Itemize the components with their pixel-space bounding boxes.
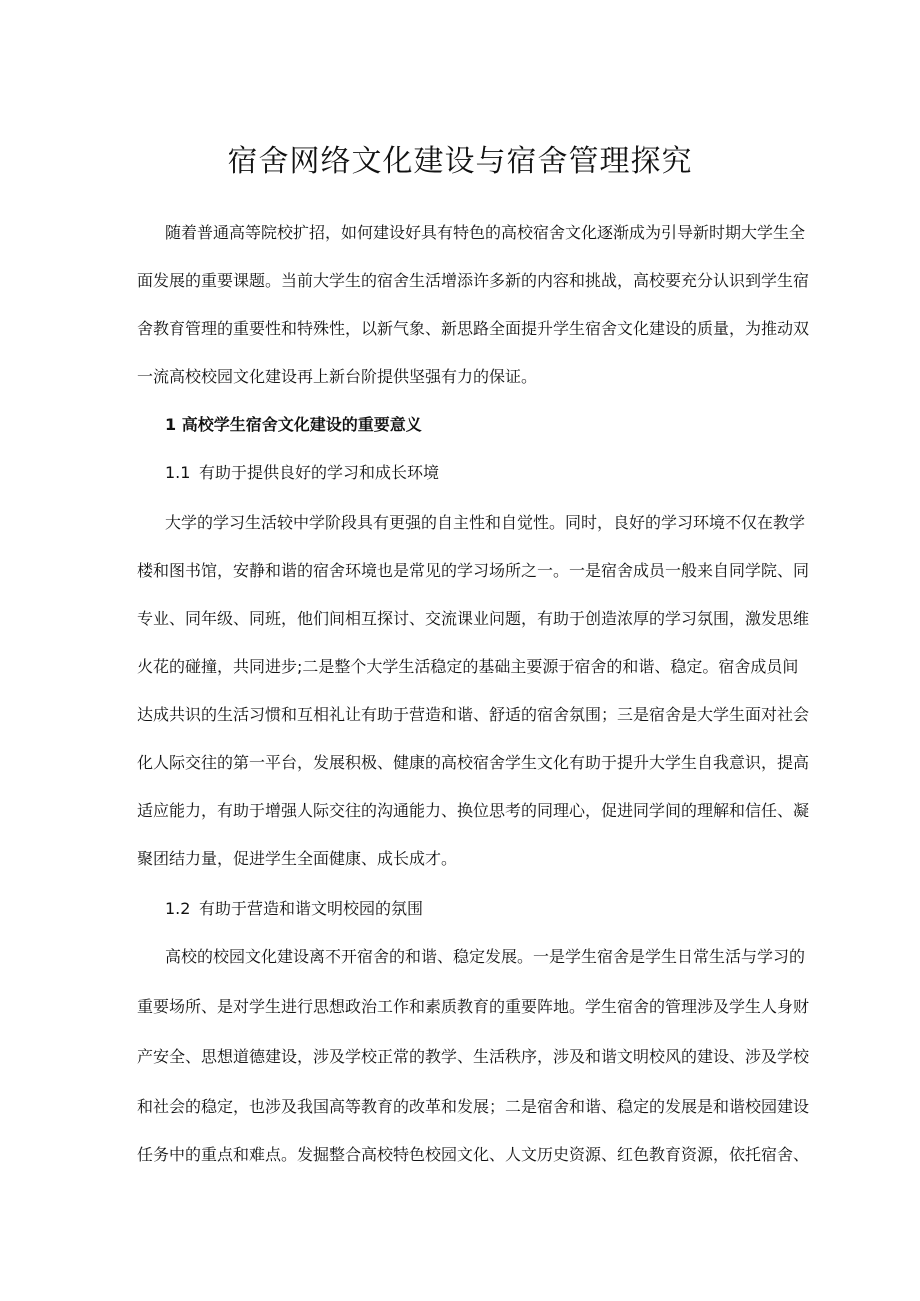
subsection-heading bbox=[165, 898, 423, 920]
body-line: 聚团结力量，促进学生全面健康、成长成才。 bbox=[137, 849, 458, 868]
intro-line: 随着普通高等院校扩招，如何建设好具有特色的高校宿舍文化逐渐成为引导新时期大学生全 bbox=[165, 223, 806, 242]
body-line: 达成共识的生活习惯和互相礼让有助于营造和谐、舒适的宿舍氛围；三是宿舍是大学生面对社会 bbox=[137, 705, 810, 724]
body-line: 火花的碰撞，共同进步;二是整个大学生活稳定的基础主要源于宿舍的和谐、稳定。宿舍成员间 bbox=[137, 657, 799, 676]
subsection-title: 有助于营造和谐文明校园的氛围 bbox=[199, 899, 424, 918]
section-heading: 1 高校学生宿舍文化建设的重要意义 bbox=[165, 415, 422, 434]
document-title: 宿舍网络文化建设与宿舍管理探究 bbox=[227, 144, 693, 179]
body-line: 大学的学习生活较中学阶段具有更强的自主性和自觉性。同时，良好的学习环境不仅在教学 bbox=[165, 513, 806, 532]
body-line: 化人际交往的第一平台，发展积极、健康的高校宿舍学生文化有助于提升大学生自我意识，提高 bbox=[137, 753, 810, 772]
subsection-number: 1.1 bbox=[165, 463, 191, 482]
body-line: 重要场所、是对学生进行思想政治工作和素质教育的重要阵地。学生宿舍的管理涉及学生人身财 bbox=[137, 997, 810, 1016]
intro-line: 面发展的重要课题。当前大学生的宿舍生活增添许多新的内容和挑战，高校要充分认识到学生宿 bbox=[137, 271, 810, 290]
body-line: 楼和图书馆，安静和谐的宿舍环境也是常见的学习场所之一。一是宿舍成员一般来自同学院、同 bbox=[137, 561, 810, 580]
intro-line: 一流高校校园文化建设再上新台阶提供坚强有力的保证。 bbox=[137, 367, 538, 386]
intro-line: 舍教育管理的重要性和特殊性，以新气象、新思路全面提升学生宿舍文化建设的质量，为推动双 bbox=[137, 319, 810, 338]
body-line: 任务中的重点和难点。发掘整合高校特色校园文化、人文历史资源、红色教育资源，依托宿舍、 bbox=[137, 1145, 810, 1164]
body-line: 专业、同年级、同班，他们间相互探讨、交流课业问题，有助于创造浓厚的学习氛围，激发思维 bbox=[137, 609, 810, 628]
body-line: 产安全、思想道德建设，涉及学校正常的教学、生活秩序，涉及和谐文明校风的建设、涉及学校 bbox=[137, 1047, 810, 1066]
subsection-heading bbox=[165, 462, 439, 484]
subsection-title: 有助于提供良好的学习和成长环境 bbox=[199, 463, 440, 482]
body-line: 和社会的稳定，也涉及我国高等教育的改革和发展；二是宿舍和谐、稳定的发展是和谐校园建设 bbox=[137, 1097, 810, 1116]
body-line: 适应能力，有助于增强人际交往的沟通能力、换位思考的同理心，促进同学间的理解和信任、凝 bbox=[137, 801, 810, 820]
subsection-number: 1.2 bbox=[165, 899, 191, 918]
body-line: 高校的校园文化建设离不开宿舍的和谐、稳定发展。一是学生宿舍是学生日常生活与学习的 bbox=[165, 947, 806, 966]
